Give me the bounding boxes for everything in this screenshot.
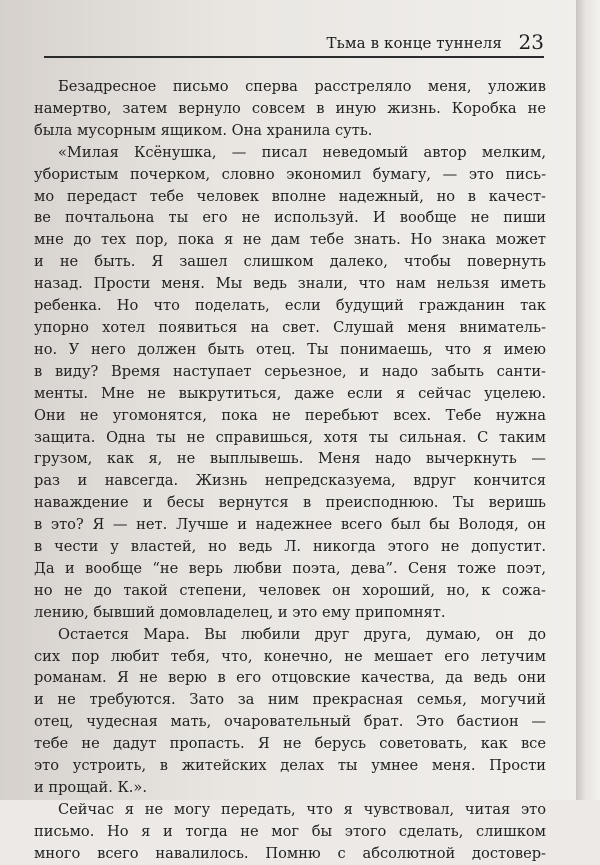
- running-head: Тьма в конце туннеля: [326, 34, 502, 52]
- text-line: письмо. Но я и тогда не мог бы этого сделать, слишком: [34, 822, 546, 840]
- text-line: романам. Я не верю в его отцовские качества, да ведь они: [34, 669, 546, 687]
- text-line: намертво, затем вернуло совсем в иную жизнь. Коробка не: [34, 99, 546, 117]
- text-line: лению, бывший домовладелец, и это ему припомнят.: [34, 603, 446, 621]
- text-line: но. У него должен быть отец. Ты понимаешь, что я имею: [34, 340, 546, 358]
- text-line: это устроить, в житейских делах ты умнее меня. Прости: [34, 757, 546, 775]
- text-line: грузом, как я, не выплывешь. Меня надо вычеркнуть —: [34, 450, 546, 468]
- text-line: и прощай. К.».: [34, 779, 147, 796]
- text-line: мо передаст тебе человек вполне надежный, но в качест-: [34, 187, 546, 205]
- text-line: мне до тех пор, пока я не дам тебе знать. Но знака может: [34, 231, 546, 249]
- text-line: «Милая Ксёнушка, — писал неведомый автор мелким,: [58, 143, 546, 161]
- text-line: раз и навсегда. Жизнь непредсказуема, вдруг кончится: [34, 472, 546, 490]
- text-line: сих пор любит тебя, что, конечно, не мешает его летучим: [34, 647, 546, 665]
- text-line: в чести у властей, но ведь Л. никогда этого не допустит.: [34, 538, 546, 556]
- text-line: Они не угомонятся, пока не перебьют всех. Тебе нужна: [34, 406, 546, 424]
- text-line: защита. Одна ты не справишься, хотя ты сильная. С таким: [34, 428, 546, 446]
- text-line: ве почтальона ты его не используй. И вообще не пиши: [34, 209, 546, 227]
- header-rule: [44, 56, 544, 58]
- text-line: в виду? Время наступает серьезное, и надо забыть санти-: [34, 362, 546, 380]
- text-line: Да и вообще “не верь любви поэта, дева”. Сеня тоже поэт,: [34, 559, 546, 577]
- text-line: но не до такой степени, человек он хороший, но, к сожа-: [34, 581, 546, 599]
- text-line: Остается Мара. Вы любили друг друга, думаю, он до: [58, 625, 546, 643]
- page-number: 23: [518, 30, 544, 54]
- text-line: и не требуются. Зато за ним прекрасная семья, могучий: [34, 691, 546, 709]
- page-edge: [576, 0, 600, 800]
- text-line: Сейчас я не могу передать, что я чувствовал, читая это: [58, 800, 546, 818]
- text-line: отец, чудесная мать, очаровательный брат. Это бастион —: [34, 713, 546, 731]
- text-line: в это? Я — нет. Лучше и надежнее всего был бы Володя, он: [34, 516, 546, 534]
- text-line: убористым почерком, словно экономил бумагу, — это пись-: [34, 165, 546, 183]
- text-line: менты. Мне не выкрутиться, даже если я сейчас уцелею.: [34, 384, 546, 402]
- text-line: тебе не дадут пропасть. Я не берусь советовать, как все: [34, 735, 546, 753]
- text-line: ребенка. Но что поделать, если будущий гражданин так: [34, 297, 546, 315]
- text-line: была мусорным ящиком. Она хранила суть.: [34, 121, 373, 139]
- text-line: Безадресное письмо сперва расстреляло меня, уложив: [58, 78, 546, 95]
- text-line: упорно хотел появиться на свет. Слушай меня вниматель-: [34, 318, 546, 336]
- text-line: и не быть. Я зашел слишком далеко, чтобы повернуть: [34, 253, 546, 271]
- text-line: много всего навалилось. Помню с абсолютной достовер-: [34, 844, 546, 862]
- body-text: [34, 76, 546, 865]
- page-header: [44, 28, 544, 54]
- text-line: назад. Прости меня. Мы ведь знали, что нам нельзя иметь: [34, 275, 546, 293]
- text-line: наваждение и бесы вернутся в преисподнюю. Ты веришь: [34, 494, 546, 512]
